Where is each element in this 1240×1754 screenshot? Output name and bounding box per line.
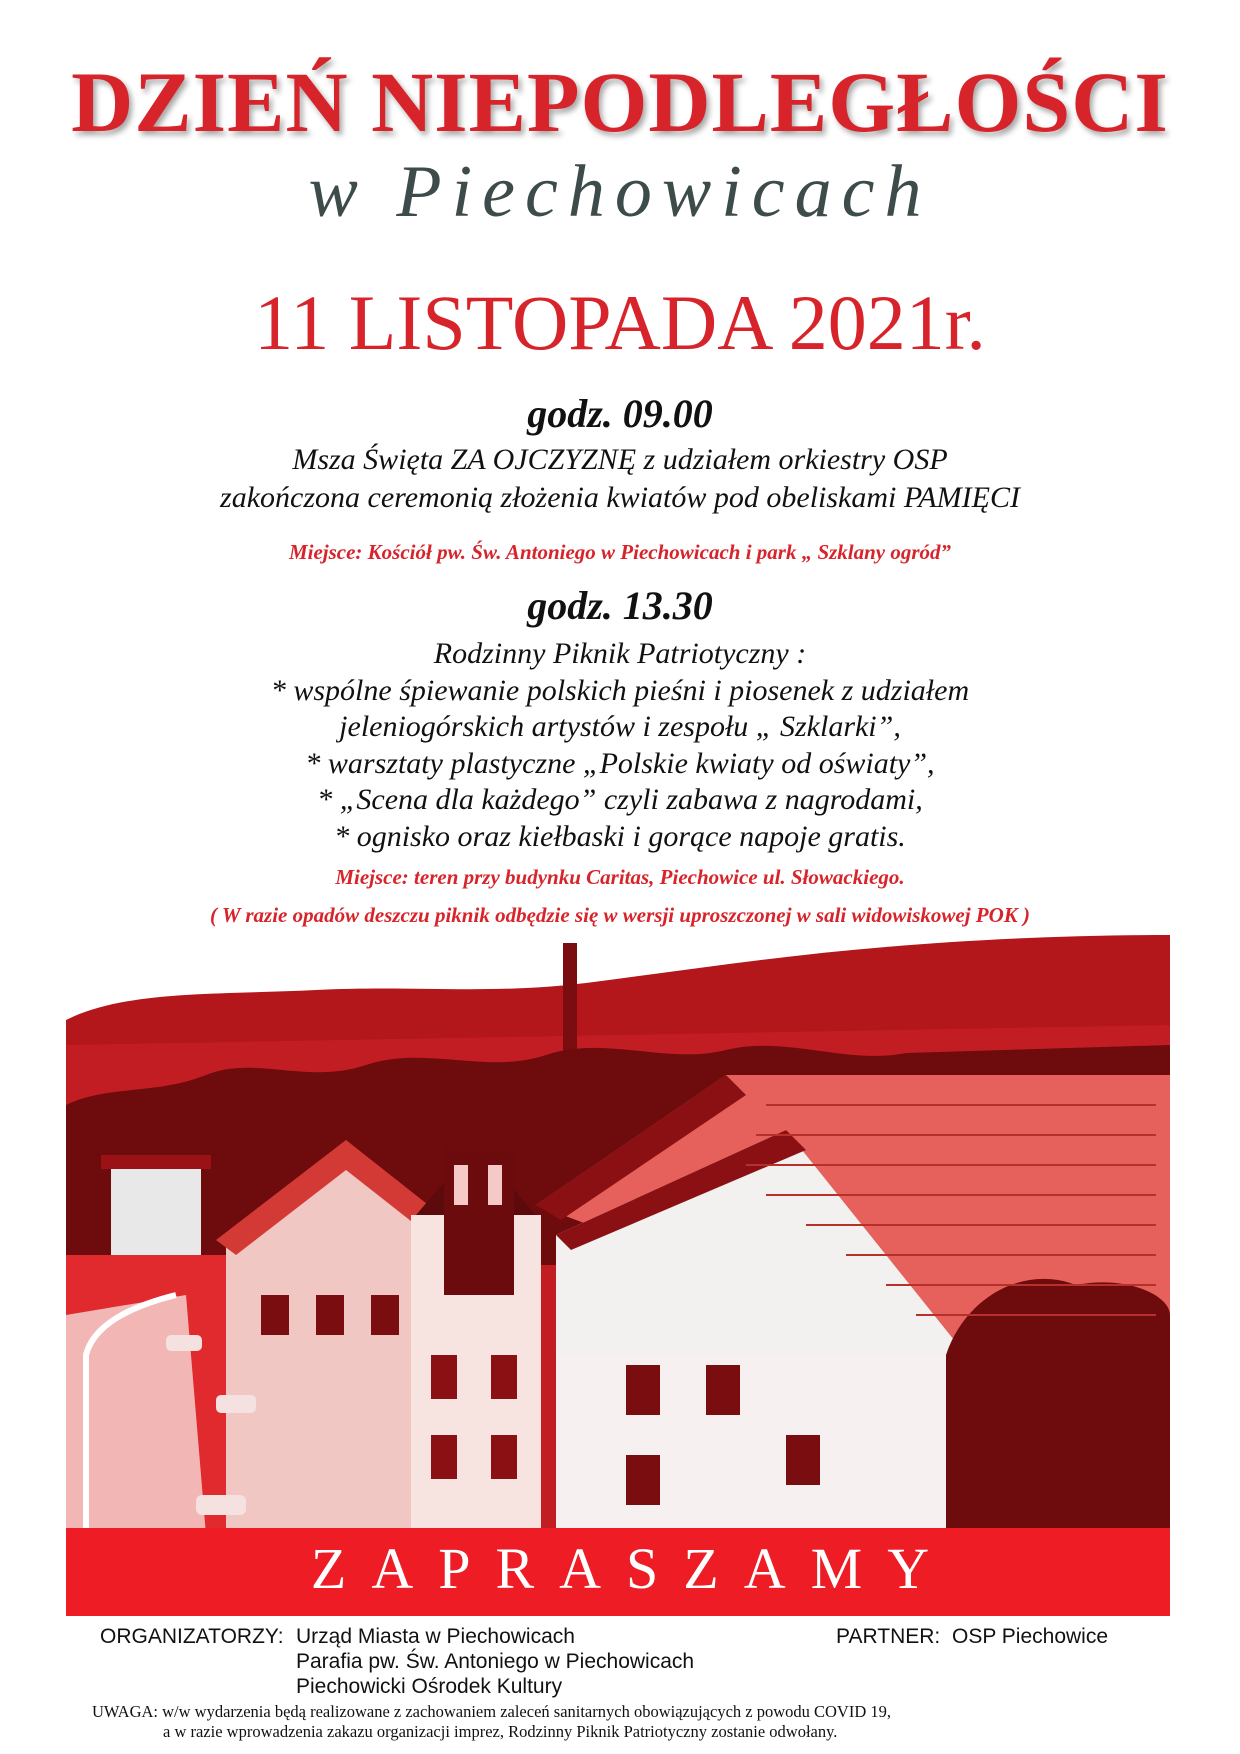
organizer-item: Parafia pw. Św. Antoniego w Piechowicach	[296, 1650, 695, 1673]
event1-place: Miejsce: Kościół pw. Św. Antoniego w Piechowicach i park „ Szklany ogród”	[288, 540, 952, 564]
event2-line: * wspólne śpiewanie polskich pieśni i piosenek z udziałem	[270, 673, 970, 707]
event2-line: * warsztaty plastyczne „Polskie kwiaty od oświaty”,	[305, 746, 935, 780]
event2-line: * ognisko oraz kiełbaski i gorące napoje gratis.	[334, 819, 906, 853]
organizer-item: Piechowicki Ośrodek Kultury	[296, 1675, 563, 1698]
event2-description	[0, 636, 1240, 855]
event2-line: * „Scena dla każdego” czyli zabawa z nagrodami,	[317, 783, 923, 816]
event2-line: Rodzinny Piknik Patriotyczny :	[433, 637, 807, 670]
event1-description	[0, 441, 1240, 517]
poster-subtitle: w Piechowicach	[308, 151, 932, 233]
event-date: 11 LISTOPADA 2021r.	[254, 279, 986, 366]
partner-name: OSP Piechowice	[952, 1625, 1109, 1648]
event2-time: godz. 13.30	[527, 583, 713, 628]
town-illustration	[66, 935, 1170, 1535]
event2-line: jeleniogórskich artystów i zespołu „ Szklarki”,	[339, 710, 901, 743]
notice-line: UWAGA: w/w wydarzenia będą realizowane z zachowaniem zaleceń sanitarnych obowiązujących z powodu COVID 19,	[92, 1702, 892, 1721]
event2-place: Miejsce: teren przy budynku Caritas, Piechowice ul. Słowackiego.	[335, 865, 905, 889]
event1-line: zakończona ceremonią złożenia kwiatów pod obeliskami PAMIĘCI	[220, 481, 1020, 514]
partner-label: PARTNER:	[836, 1625, 941, 1648]
event1-time: godz. 09.00	[527, 391, 713, 436]
notice-line: a w razie wprowadzenia zakazu organizacji imprez, Rodzinny Piknik Patriotyczny zostanie odwołany.	[163, 1722, 838, 1741]
organizers-label: ORGANIZATORZY:	[100, 1625, 284, 1648]
invite-text: ZAPRASZAMY	[310, 1536, 955, 1601]
rain-note: ( W razie opadów deszczu piknik odbędzie się w wersji uproszczonej w sali widowiskowej POK )	[209, 903, 1031, 927]
event1-line: Msza Święta ZA OJCZYZNĘ z udziałem orkiestry OSP	[292, 443, 948, 476]
organizer-item: Urząd Miasta w Piechowicach	[296, 1625, 575, 1648]
poster-title: DZIEŃ NIEPODLEGŁOŚCI	[71, 54, 1169, 150]
